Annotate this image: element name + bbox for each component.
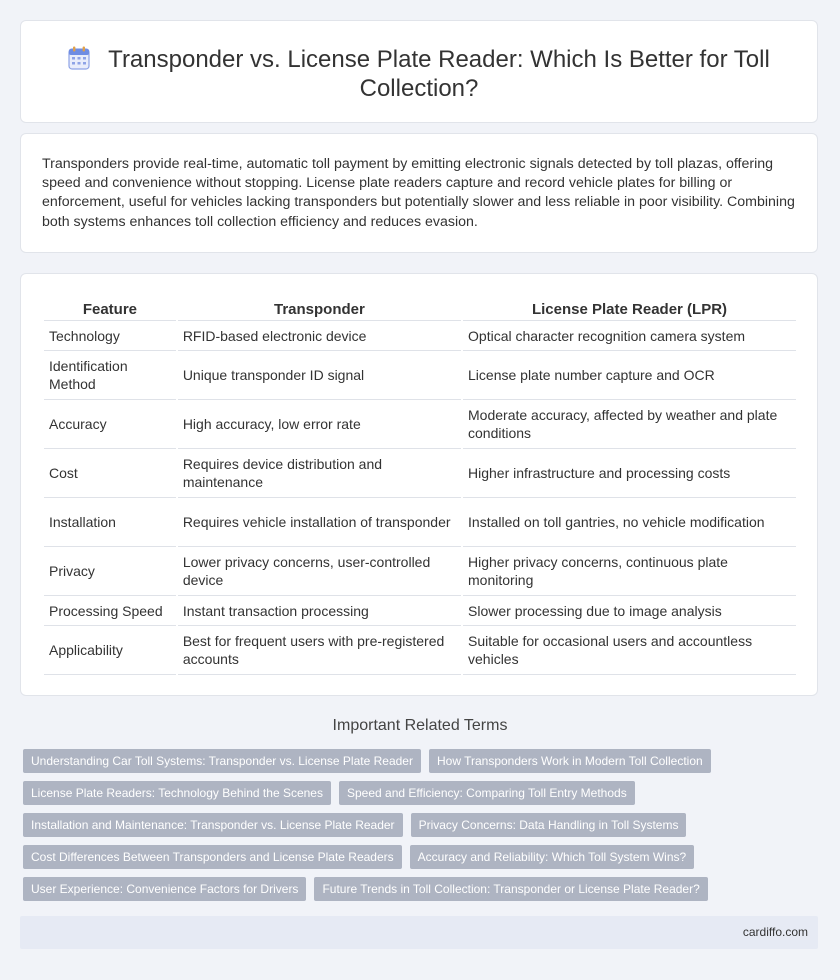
transponder-cell: RFID-based electronic device: [178, 320, 461, 350]
summary-card: [20, 133, 818, 253]
table-header-row: [44, 296, 796, 320]
table-row: [44, 350, 796, 399]
table-row: [44, 320, 796, 350]
transponder-cell: Unique transponder ID signal: [178, 350, 461, 399]
table-row: [44, 399, 796, 448]
transponder-cell: Requires vehicle installation of transponder: [178, 497, 461, 546]
related-terms-list: [23, 749, 823, 909]
lpr-cell: Installed on toll gantries, no vehicle modification: [463, 497, 796, 546]
lpr-cell: Higher privacy concerns, continuous plate monitoring: [463, 546, 796, 595]
related-term-link[interactable]: Cost Differences Between Transponders and License Plate Readers: [23, 845, 402, 869]
header-transponder: Transponder: [273, 300, 365, 318]
header-lpr: License Plate Reader (LPR): [531, 300, 728, 318]
feature-cell: Installation: [44, 497, 176, 546]
table-row: [44, 497, 796, 546]
calendar-icon: [68, 46, 90, 70]
footer: [20, 916, 818, 949]
feature-cell: Cost: [44, 448, 176, 497]
comparison-table: [42, 296, 798, 675]
related-term-link[interactable]: Speed and Efficiency: Comparing Toll Entry Methods: [339, 781, 635, 805]
related-term-link[interactable]: How Transponders Work in Modern Toll Collection: [429, 749, 711, 773]
lpr-cell: Optical character recognition camera system: [463, 320, 796, 350]
transponder-cell: Lower privacy concerns, user-controlled device: [178, 546, 461, 595]
feature-cell: Processing Speed: [44, 595, 176, 625]
transponder-cell: Instant transaction processing: [178, 595, 461, 625]
comparison-card: [20, 273, 818, 696]
lpr-cell: Suitable for occasional users and accountless vehicles: [463, 625, 796, 675]
transponder-cell: Requires device distribution and maintenance: [178, 448, 461, 497]
related-term-link[interactable]: Understanding Car Toll Systems: Transponder vs. License Plate Reader: [23, 749, 421, 773]
related-term-link[interactable]: Future Trends in Toll Collection: Transponder or License Plate Reader?: [314, 877, 707, 901]
lpr-cell: License plate number capture and OCR: [463, 350, 796, 399]
transponder-cell: High accuracy, low error rate: [178, 399, 461, 448]
feature-cell: Privacy: [44, 546, 176, 595]
title-card: [20, 20, 818, 123]
transponder-cell: Best for frequent users with pre-registered accounts: [178, 625, 461, 675]
table-row: [44, 595, 796, 625]
feature-cell: Applicability: [44, 625, 176, 675]
table-row: [44, 546, 796, 595]
table-row: [44, 625, 796, 675]
summary-text: Transponders provide real-time, automatic toll payment by emitting electronic signals detected by toll plazas, offering speed and convenience without stopping. License plate readers capture and record vehicle plates for billing or enforcement, useful for vehicles lacking transponders but potentially slower and less reliable in poor visibility. Combining both systems enhances toll collection efficiency and reduces evasion.: [42, 156, 795, 230]
page-title: Transponder vs. License Plate Reader: Which Is Better for Toll Collection?: [108, 46, 770, 102]
related-terms-heading: Important Related Terms: [332, 717, 508, 734]
lpr-cell: Slower processing due to image analysis: [463, 595, 796, 625]
feature-cell: Technology: [44, 320, 176, 350]
related-term-link[interactable]: User Experience: Convenience Factors for Drivers: [23, 877, 306, 901]
feature-cell: Accuracy: [44, 399, 176, 448]
feature-cell: Identification Method: [44, 350, 176, 399]
related-term-link[interactable]: License Plate Readers: Technology Behind the Scenes: [23, 781, 331, 805]
lpr-cell: Moderate accuracy, affected by weather and plate conditions: [463, 399, 796, 448]
footer-site-link[interactable]: cardiffo.com: [742, 925, 808, 939]
table-row: [44, 448, 796, 497]
related-term-link[interactable]: Privacy Concerns: Data Handling in Toll Systems: [411, 813, 687, 837]
lpr-cell: Higher infrastructure and processing costs: [463, 448, 796, 497]
header-feature: Feature: [82, 300, 137, 318]
related-term-link[interactable]: Installation and Maintenance: Transponder vs. License Plate Reader: [23, 813, 403, 837]
related-term-link[interactable]: Accuracy and Reliability: Which Toll System Wins?: [410, 845, 695, 869]
